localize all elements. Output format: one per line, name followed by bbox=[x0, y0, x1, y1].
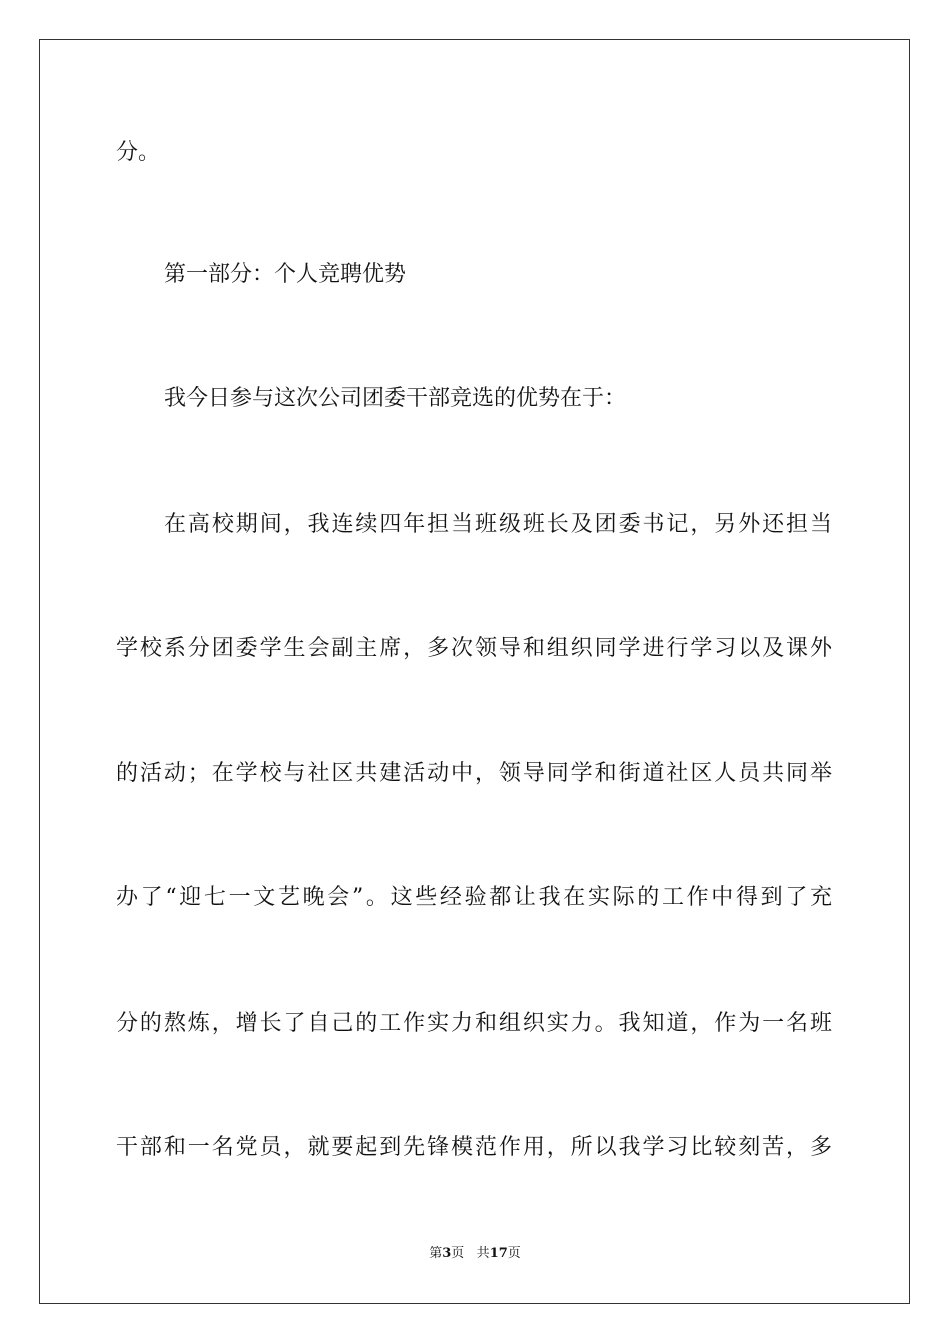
body-line-2: 我今日参与这次公司团委干部竞选的优势在于： bbox=[164, 386, 627, 411]
body-line-8: 干部和一名党员，就要起到先锋模范作用，所以我学习比较刻苦，多 bbox=[116, 1135, 832, 1160]
total-page-count: 17 bbox=[489, 1246, 508, 1261]
body-line-3: 在高校期间，我连续四年担当班级班长及团委书记，另外还担当 bbox=[164, 512, 832, 537]
section-heading: 第一部分：个人竞聘优势 bbox=[164, 262, 407, 287]
body-line-7: 分的熬炼，增长了自己的工作实力和组织实力。我知道，作为一名班 bbox=[116, 1011, 832, 1036]
total-prefix: 共 bbox=[476, 1246, 490, 1261]
total-suffix: 页 bbox=[507, 1246, 521, 1261]
body-line-5: 的活动；在学校与社区共建活动中，领导同学和街道社区人员共同举 bbox=[116, 761, 832, 786]
body-line-6: 办了“迎七一文艺晚会”。这些经验都让我在实际的工作中得到了充 bbox=[116, 885, 832, 910]
body-line-4: 学校系分团委学生会副主席，多次领导和组织同学进行学习以及课外 bbox=[116, 636, 832, 661]
page-suffix: 页 bbox=[451, 1246, 465, 1261]
page-border bbox=[39, 39, 910, 1304]
page-prefix: 第 bbox=[429, 1246, 443, 1261]
page-number-footer bbox=[0, 1245, 950, 1263]
current-page-number: 3 bbox=[442, 1246, 452, 1261]
body-line-1: 分。 bbox=[116, 140, 161, 165]
